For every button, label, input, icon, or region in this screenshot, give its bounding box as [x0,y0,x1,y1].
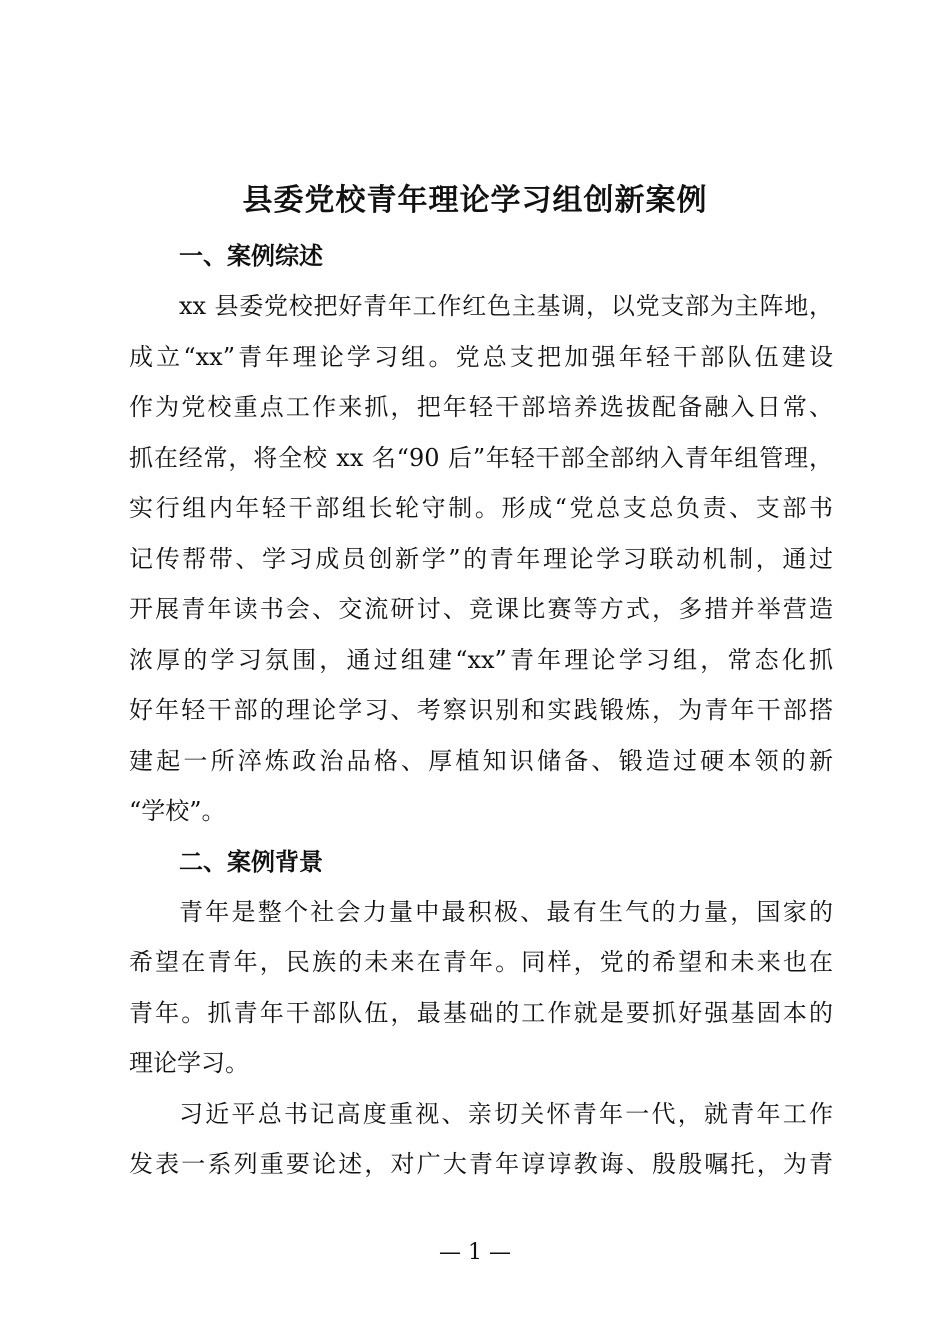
paragraph-line: 作为党校重点工作来抓，把年轻干部培养选拔配备融入日常、 [129,393,833,421]
paragraph-line: 建起一所淬炼政治品格、厚植知识储备、锻造过硬本领的新 [129,746,833,775]
paragraph-line: 希望在青年，民族的未来在青年。同样，党的希望和未来也在 [129,948,833,976]
paragraph-line: 开展青年读书会、交流研讨、竞课比赛等方式，多措并举营造 [129,595,833,623]
section-heading-overview: 一、案例综述 [179,242,323,270]
paragraph-overview [129,281,833,837]
paragraph-line: 抓在经常，将全校 xx 名“90 后”年轻干部全部纳入青年组管理， [129,443,833,472]
document-title: 县委党校青年理论学习组创新案例 [242,183,708,218]
paragraph-background-1 [129,887,833,1089]
paragraph-line: 好年轻干部的理论学习、考察识别和实践锻炼，为青年干部搭 [129,696,833,724]
paragraph-line: 记传帮带、学习成员创新学”的青年理论学习联动机制，通过 [129,544,833,573]
paragraph-line: 青年。抓青年干部队伍，最基础的工作就是要抓好强基固本的 [129,998,833,1027]
paragraph-line: 浓厚的学习氛围，通过组建“xx”青年理论学习组，常态化抓 [129,645,833,674]
document-body [129,231,833,1190]
paragraph-line: 成立“xx”青年理论学习组。党总支把加强年轻干部队伍建设 [129,342,833,371]
paragraph-line: 青年是整个社会力量中最积极、最有生气的力量，国家的 [179,897,833,926]
paragraph-line: xx 县委党校把好青年工作红色主基调，以党支部为主阵地， [179,292,833,320]
paragraph-line: “学校”。 [129,797,226,825]
page-number: — 1 — [439,1240,511,1265]
paragraph-line: 实行组内年轻干部组长轮守制。形成“党总支总负责、支部书 [129,494,833,522]
paragraph-line: 发表一系列重要论述，对广大青年谆谆教诲、殷殷嘱托，为青 [129,1150,833,1178]
paragraph-line: 习近平总书记高度重视、亲切关怀青年一代，就青年工作 [179,1099,833,1128]
section-heading-background: 二、案例背景 [179,847,323,876]
paragraph-line: 理论学习。 [129,1049,249,1077]
paragraph-background-2 [129,1089,833,1190]
